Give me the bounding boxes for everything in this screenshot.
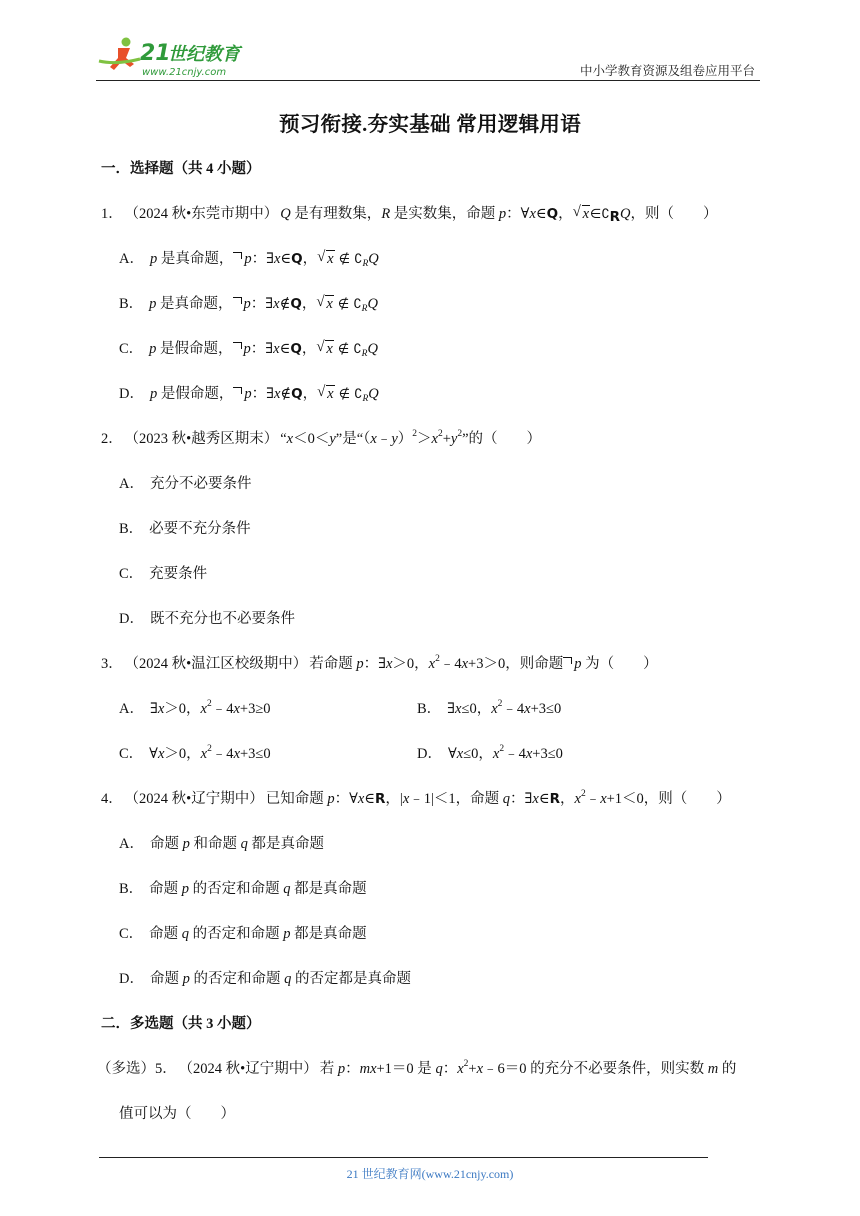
q2-option-c[interactable]: C． 充要条件 <box>119 566 208 582</box>
footer-link[interactable]: 21 世纪教育网(www.21cnjy.com) <box>346 1167 514 1181</box>
q1-option-a[interactable]: A． p 是真命题， p：∃x∈Q，√ x ∉ $∁_RQ$ <box>119 247 379 268</box>
svg-text:www.21cnjy.com: www.21cnjy.com <box>142 67 227 78</box>
question-5: （多选）5． （2024 秋•辽宁期中） 若 p：mx+1＝0 是 q：$x^2+x﹣6=0$ 的充分不必要条件，则实数 m 的 <box>97 1059 737 1077</box>
question-2: 2． （2023 秋•越秀区期末） “x＜0＜y”是“$(x﹣y)^2>x^2+y^2$”的（ ） <box>101 429 542 447</box>
section-heading-multi: 二．多选题（共 3 小题） <box>101 1016 261 1032</box>
q2-option-b[interactable]: B． 必要不充分条件 <box>119 521 251 537</box>
question-1: 1． （2024 秋•东莞市期中） Q 是有理数集，R 是实数集，命题 p：∀x∈Q，√ $x\in∁_RQ$，则（ ） <box>101 202 718 223</box>
q4-option-a[interactable]: A． 命题 p 和命题 q 都是真命题 <box>119 836 324 852</box>
q4-option-c[interactable]: C． 命题 q 的否定和命题 p 都是真命题 <box>119 926 367 942</box>
q1-option-d[interactable]: D． p 是假命题， p：∃x∉Q，√ x ∉ $∁_RQ$ <box>119 382 379 403</box>
negation-icon <box>233 342 242 349</box>
negation-icon <box>563 657 572 664</box>
logo <box>96 34 256 80</box>
q4-option-b[interactable]: B． 命题 p 的否定和命题 q 都是真命题 <box>119 881 367 897</box>
q2-option-a[interactable]: A． 充分不必要条件 <box>119 476 252 492</box>
negation-icon <box>233 387 242 394</box>
page-title: 预习衔接.夯实基础 常用逻辑用语 <box>278 114 582 136</box>
sqrt-symbol: √ x <box>573 206 590 223</box>
svg-text:世纪教育: 世纪教育 <box>168 44 240 65</box>
runner-logo-icon <box>99 38 140 71</box>
logo-21: 21 <box>140 41 171 66</box>
question-4: 4． （2024 秋•辽宁期中） 已知命题 p：∀x∈R，|x﹣1|＜1，命题 q：∃x∈R，$x^2﹣x+1<0$，则（ ） <box>101 789 731 807</box>
question-3: 3． （2024 秋•温江区校级期中） 若命题 p：∃x＞0，$x^2﹣4x+3>0$，则命题 p 为（ ） <box>101 654 658 672</box>
negation-icon <box>233 252 242 259</box>
q2-option-d[interactable]: D． 既不充分也不必要条件 <box>119 611 295 627</box>
q1-option-c[interactable]: C． p 是假命题， p：∃x∈Q，√ x ∉ $∁_RQ$ <box>119 337 378 358</box>
question-5-continuation: 值可以为（ ） <box>119 1106 235 1122</box>
platform-name: 中小学教育资源及组卷应用平台 <box>579 64 755 78</box>
negation-icon <box>233 297 242 304</box>
q3-option-c[interactable]: C． ∀x＞0，$x^2﹣4x+3\le 0$ <box>119 744 271 762</box>
q3-option-a[interactable]: A． ∃x＞0，$x^2﹣4x+3\ge 0$ <box>119 699 271 717</box>
footer-divider <box>99 1157 708 1158</box>
q4-option-d[interactable]: D． 命题 p 的否定和命题 q 的否定都是真命题 <box>119 971 411 987</box>
q3-option-b[interactable]: B． ∃x≤0，$x^2﹣4x+3\le 0$ <box>417 699 562 717</box>
q3-option-d[interactable]: D． ∀x≤0，$x^2﹣4x+3\le 0$ <box>417 744 563 762</box>
section-heading-choice: 一．选择题（共 4 小题） <box>101 161 261 177</box>
header-divider <box>96 80 760 81</box>
q1-option-b[interactable]: B． p 是真命题， p：∃x∉Q，√ x ∉ $∁_RQ$ <box>119 292 378 313</box>
